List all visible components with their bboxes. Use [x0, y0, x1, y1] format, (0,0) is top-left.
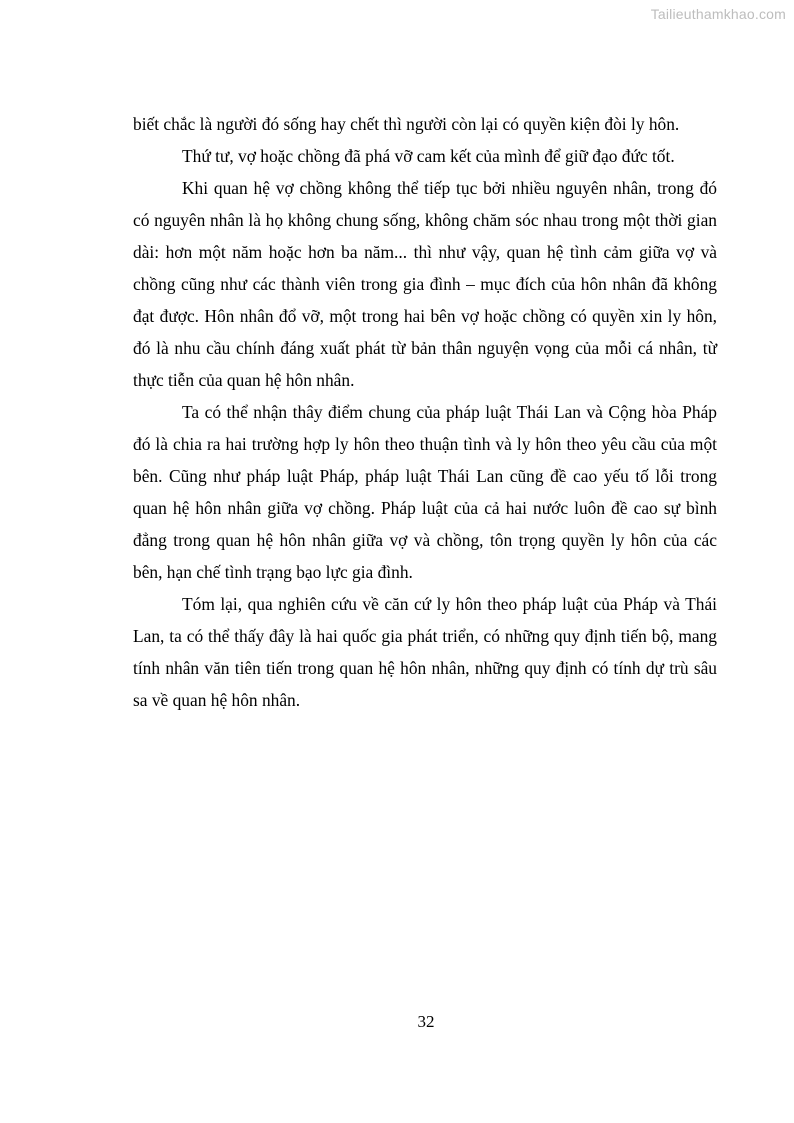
page-number: 32 [417, 1012, 435, 1031]
paragraph-continuation: biết chắc là người đó sống hay chết thì người còn lại có quyền kiện đòi ly hôn. [133, 114, 680, 134]
paragraph: Ta có thể nhận thây điểm chung của pháp luật Thái Lan và Cộng hòa Pháp đó là chia ra hai trường hợp ly hôn theo thuận tình và ly hôn theo yêu cầu của một bên. Cũng như pháp luật Pháp, pháp luật Thái Lan cũng đề cao yếu tố lỗi trong quan hệ hôn nhân giữa vợ chồng. Pháp luật của cả hai nước luôn đề cao sự bình đẳng trong quan hệ hôn nhân giữa vợ và chồng, tôn trọng quyền ly hôn của các bên, hạn chế tình trạng bạo lực gia đình. [133, 402, 717, 582]
paragraph: Thứ tư, vợ hoặc chồng đã phá vỡ cam kết của mình để giữ đạo đức tốt. [182, 146, 675, 166]
document-body [133, 108, 717, 716]
paragraph: Khi quan hệ vợ chồng không thể tiếp tục bởi nhiều nguyên nhân, trong đó có nguyên nhân là họ không chung sống, không chăm sóc nhau trong một thời gian dài: hơn một năm hoặc hơn ba năm... thì như vậy, quan hệ tình cảm giữa vợ và chồng cũng như các thành viên trong gia đình – mục đích của hôn nhân đã không đạt được. Hôn nhân đổ vỡ, một trong hai bên vợ hoặc chồng có quyền xin ly hôn, đó là nhu cầu chính đáng xuất phát từ bản thân nguyện vọng của mỗi cá nhân, từ thực tiễn của quan hệ hôn nhân. [133, 178, 717, 390]
paragraph: Tóm lại, qua nghiên cứu về căn cứ ly hôn theo pháp luật của Pháp và Thái Lan, ta có thể thấy đây là hai quốc gia phát triển, có những quy định tiến bộ, mang tính nhân văn tiên tiến trong quan hệ hôn nhân, những quy định có tính dự trù sâu sa về quan hệ hôn nhân. [133, 594, 717, 710]
watermark-text: Tailieuthamkhao.com [650, 6, 786, 22]
